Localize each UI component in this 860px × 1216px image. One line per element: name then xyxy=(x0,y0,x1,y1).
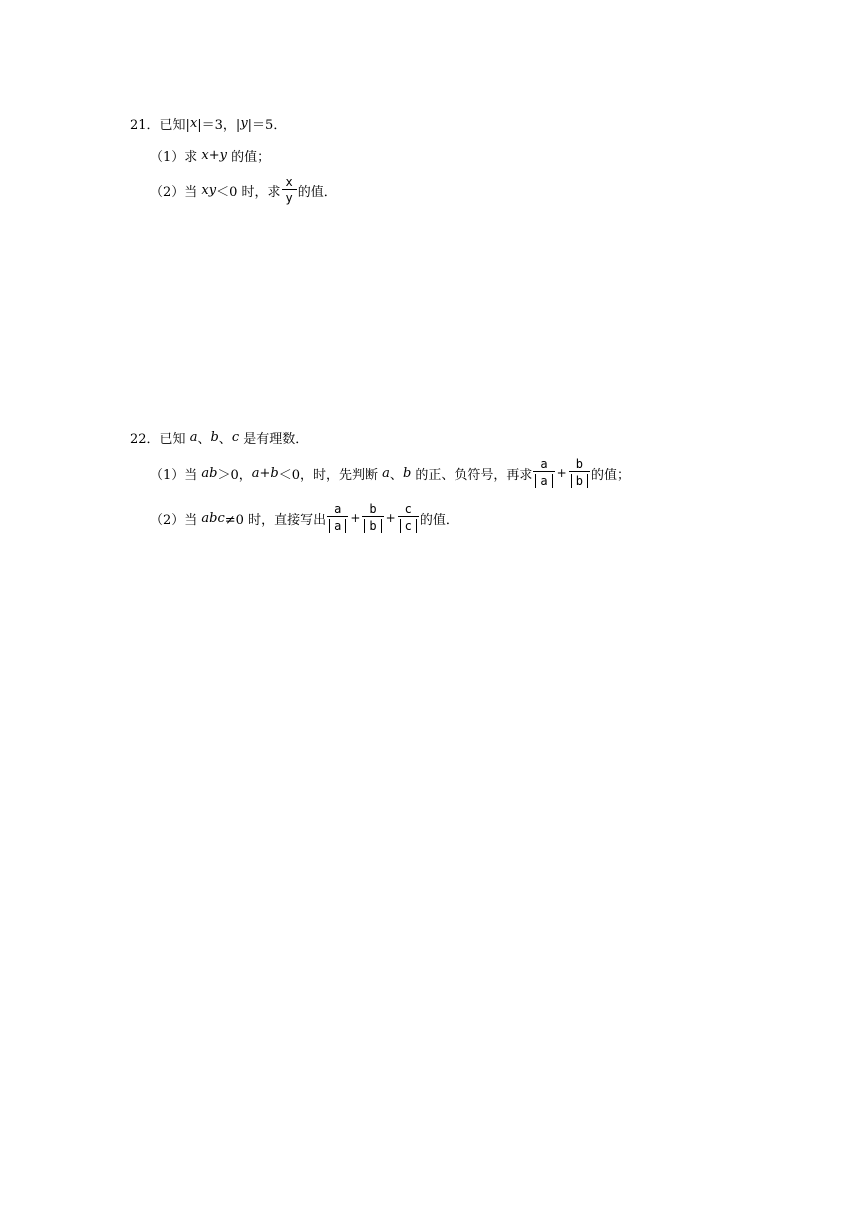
fraction-numerator: b xyxy=(369,502,377,516)
q22-stem xyxy=(130,428,308,447)
q22-part2-fraction-c-over-abs-c xyxy=(398,503,419,533)
q21-stem xyxy=(130,114,286,133)
q21-part1-post: 的值； xyxy=(227,150,271,165)
q21-stem-text-2: |＝3，| xyxy=(197,118,241,133)
fraction-denominator xyxy=(533,472,554,488)
q21-part2-mid: ＜0 时，求 xyxy=(216,184,281,200)
q22-stem-text-2: 、 xyxy=(197,432,211,447)
absolute-value: a xyxy=(329,519,346,533)
q21-part1-pre: 求 xyxy=(184,150,202,165)
q22-part2-text-1: 当 xyxy=(184,512,202,528)
q22-part1-text-4: 、 xyxy=(389,467,403,483)
fraction-denominator: y xyxy=(285,191,293,205)
q22-part1-expr-ab: ab xyxy=(201,465,218,481)
fraction-denominator xyxy=(398,517,419,533)
q22-part1-fraction-a-over-abs-a xyxy=(533,458,554,488)
q21-part1 xyxy=(150,146,270,165)
q22-part2-post: 的值． xyxy=(419,512,459,528)
q22-part1 xyxy=(150,458,630,488)
q22-part1-label: （1） xyxy=(150,467,185,483)
fraction-numerator: a xyxy=(540,457,548,471)
q22-part1-text-5: 的正、负符号，再求 xyxy=(411,467,533,483)
q22-stem-var-b: b xyxy=(210,430,219,445)
fraction-numerator: a xyxy=(334,502,342,516)
q22-part1-var-b: b xyxy=(402,465,412,481)
q22-stem-text-4: 是有理数． xyxy=(239,432,309,447)
q22-part1-text-1: 当 xyxy=(184,467,202,483)
fraction-numerator: c xyxy=(404,502,412,516)
fraction-numerator: x xyxy=(285,175,293,189)
q21-stem-var-x: x xyxy=(189,116,198,131)
plus-sign: + xyxy=(556,466,567,480)
q21-fraction-x-over-y xyxy=(282,176,297,204)
q21-stem-var-y: y xyxy=(240,116,248,131)
plus-sign: + xyxy=(350,511,361,525)
q21-part2-expr: xy xyxy=(201,182,217,198)
q22-stem-text-3: 、 xyxy=(218,432,232,447)
q22-part2 xyxy=(150,503,459,533)
q22-part2-expr-abc: abc xyxy=(201,510,225,526)
q22-part1-expr-a-plus-b: a+b xyxy=(251,465,279,481)
q22-part1-text-3: ＜0，时，先判断 xyxy=(278,467,383,483)
q21-part1-expr: x+y xyxy=(201,148,227,163)
q21-part2 xyxy=(150,176,337,204)
q22-part2-fraction-a-over-abs-a xyxy=(327,503,348,533)
absolute-value: b xyxy=(571,474,588,488)
q22-part2-fraction-b-over-abs-b xyxy=(362,503,383,533)
q21-part2-pre: 当 xyxy=(184,184,202,200)
fraction-denominator xyxy=(327,517,348,533)
q22-part1-post: 的值； xyxy=(590,467,630,483)
q22-stem-var-a: a xyxy=(189,430,198,445)
q21-stem-text-3: |＝5． xyxy=(247,118,287,133)
q22-part1-fraction-b-over-abs-b xyxy=(569,458,590,488)
fraction-denominator xyxy=(362,517,383,533)
absolute-value: c xyxy=(400,519,417,533)
q21-part2-label: （2） xyxy=(150,184,185,200)
q22-stem-var-c: c xyxy=(231,430,240,445)
q22-part2-label: （2） xyxy=(150,512,185,528)
q21-part2-post: 的值． xyxy=(297,184,337,200)
q22-part2-text-2: ≠0 时，直接写出 xyxy=(224,512,327,528)
plus-sign: + xyxy=(385,511,396,525)
absolute-value: b xyxy=(364,519,381,533)
absolute-value: a xyxy=(535,474,552,488)
q22-part1-var-a: a xyxy=(382,465,390,481)
q22-stem-text-1: 已知 xyxy=(159,432,190,447)
q21-part1-label: （1） xyxy=(150,150,185,165)
q22-number: 22． xyxy=(130,432,160,447)
fraction-numerator: b xyxy=(575,457,583,471)
q21-stem-text-1: 已知| xyxy=(159,118,190,133)
q21-number: 21． xyxy=(130,118,160,133)
fraction-denominator xyxy=(569,472,590,488)
q22-part1-text-2: ＞0， xyxy=(217,467,252,483)
